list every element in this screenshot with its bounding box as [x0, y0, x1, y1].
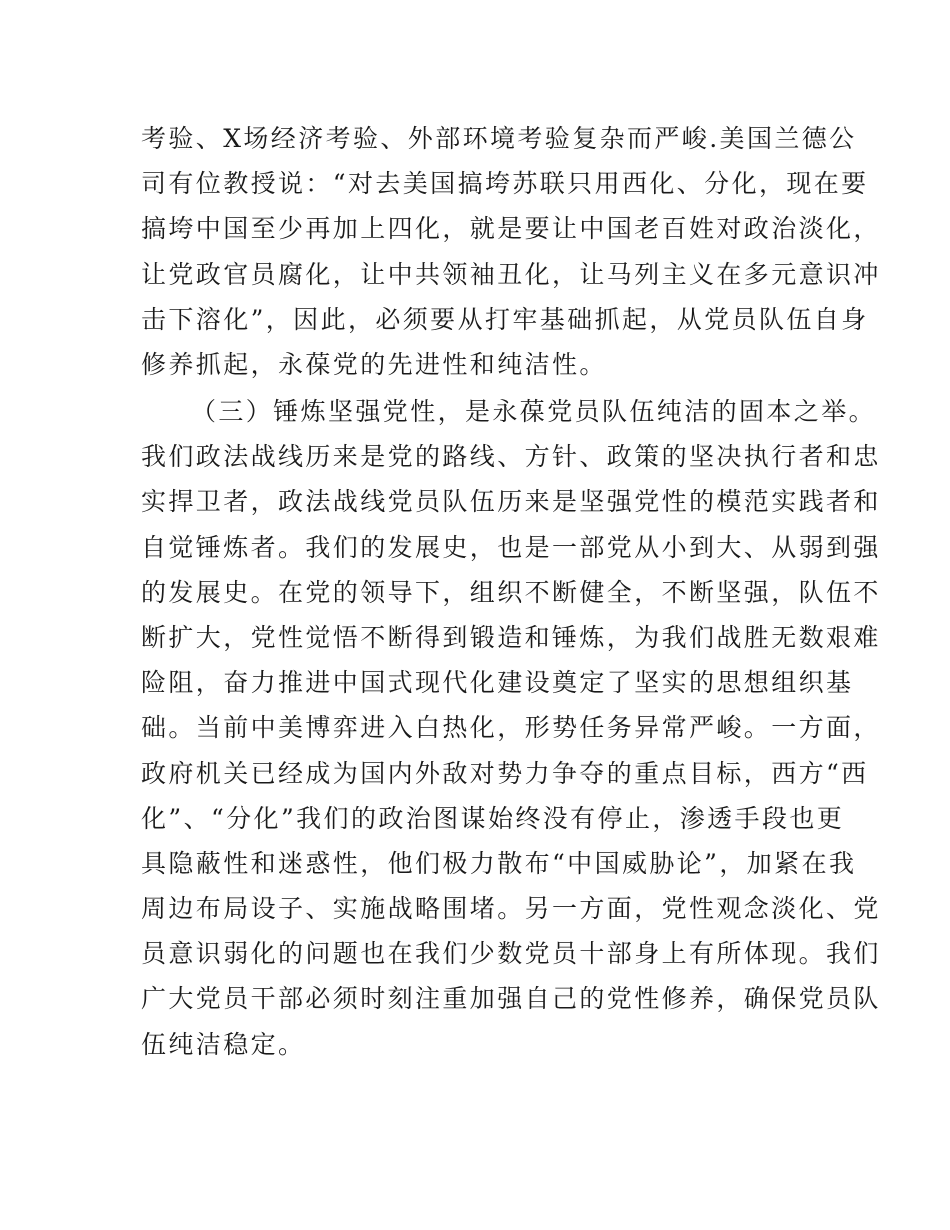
paragraph-1 [141, 119, 881, 390]
paragraph-line: 化”、“分化”我们的政治图谋始终没有停止，渗透手段也更 [141, 803, 845, 833]
paragraph-line: 考验、X场经济考验、外部环境考验复杂而严峻.美国兰德公 [141, 124, 857, 153]
paragraph-line: 伍纯洁稳定。 [141, 1029, 306, 1059]
section-heading-line: （三）锤炼坚强党性，是永葆党员队伍纯洁的固本之举。 [191, 397, 877, 426]
paragraph-line: 政府机关已经成为国内外敌对势力争夺的重点目标，西方“西 [141, 758, 869, 788]
paragraph-line: 的发展史。在党的领导下，组织不断健全，不断坚强，队伍不 [141, 577, 881, 607]
paragraph-line: 员意识弱化的问题也在我们少数党员十部身上有所体现。我们 [141, 939, 881, 969]
paragraph-line: 实捍卫者，政法战线党员队伍历来是坚强党性的模范实践者和 [141, 487, 881, 517]
paragraph-line: 修养抓起，永葆党的先进性和纯洁性。 [141, 349, 607, 379]
paragraph-line: 础。当前中美博弈进入白热化，形势任务异常严峻。一方面， [141, 713, 881, 743]
paragraph-line: 自觉锤炼者。我们的发展史，也是一部党从小到大、从弱到强 [141, 532, 881, 562]
paragraph-line: 广大党员干部必须时刻注重加强自己的党性修养，确保党员队 [141, 984, 881, 1014]
paragraph-line: 击下溶化”，因此，必须要从打牢基础抓起，从党员队伍自身 [141, 304, 869, 334]
paragraph-line: 我们政法战线历来是党的路线、方针、政策的坚决执行者和忠 [141, 442, 881, 472]
paragraph-line: 具隐蔽性和迷惑性，他们极力散布“中国威胁论”，加紧在我 [141, 848, 857, 878]
paragraph-line: 让党政官员腐化，让中共领袖丑化，让马列主义在多元意识冲 [141, 259, 881, 289]
paragraph-line: 断扩大，党性觉悟不断得到锻造和锤炼，为我们战胜无数艰难 [141, 622, 881, 652]
paragraph-2 [141, 392, 881, 1070]
paragraph-line: 司有位教授说：“对去美国搞垮苏联只用西化、分化，现在要 [141, 169, 869, 199]
paragraph-line: 搞垮中国至少再加上四化，就是要让中国老百姓对政治淡化， [141, 214, 881, 244]
paragraph-line: 周边布局设子、实施战略围堵。另一方面，党性观念淡化、党 [141, 894, 881, 924]
paragraph-line: 险阻，奋力推进中国式现代化建设奠定了坚实的思想组织基 [141, 668, 854, 698]
